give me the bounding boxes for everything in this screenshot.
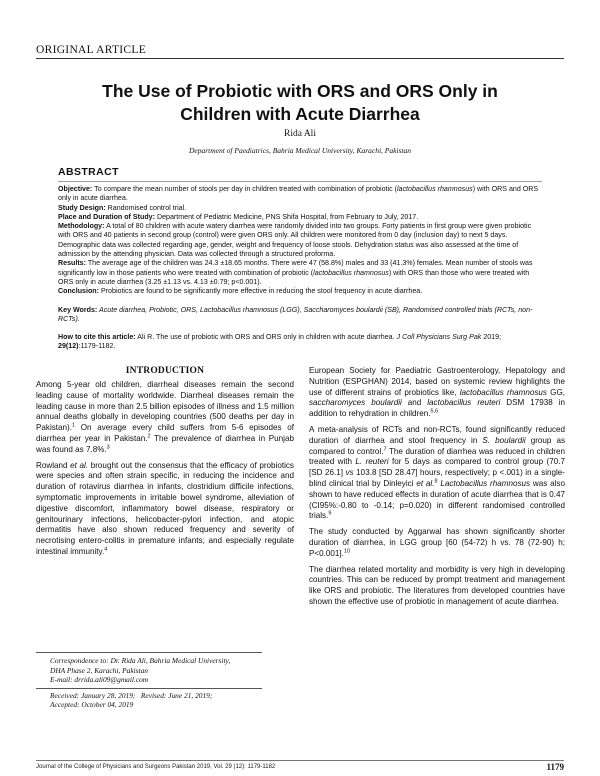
key-words: Key Words: Acute diarrhea, Probiotic, ORS, Lactobacillus rhamnosus (LGG), Saccharomyces boulardii (SB), Randomised controlled trials (RCTs, non-RCTs).: [58, 305, 533, 323]
article-dates: Received: January 28, 2019; Revised: June 21, 2019; Accepted: October 04, 2019: [50, 690, 213, 710]
correspondence-box: [36, 652, 262, 710]
article-title: [36, 80, 564, 126]
header-rule: [36, 58, 564, 59]
abstract-study-design: Study Design: Randomised control trial.: [58, 203, 187, 212]
correspondence-rule-top: [36, 652, 262, 653]
abstract-conclusion: Conclusion: Probiotics are found to be significantly more effective in reducing the stool frequency in acute diarrhea.: [58, 287, 423, 296]
intro-paragraph-3: European Society for Paediatric Gastroenterology, Hepatology and Nutrition (ESPGHAN) 2014, based on systemic review highlights the use of different strains of probiotics like, lactobacillus rhamnosus GG, saccharomyces boulardii and lactobacillus reuteri DSM 17938 in addition to rehydration in children.$^{5,6}$: [309, 366, 565, 419]
intro-paragraph-2: Rowland et al. brought out the consensus that the efficacy of probiotics were species and often strain specific, in reducing the incidence and duration of rotavirus diarrhea in infants, clostridium difficile infections, symptomatic improvements in irritable bowel syndrome, alleviation of digestive discomfort, inflammatory bowel disease, respiratory or genitourinary infections, helicobacter-pylori infection, and atopic dermatitis have also shown reduced frequency and severity of necrotising entero-colitis in premature infants; and especially regulate intestinal immunity.$^4$: [36, 460, 294, 556]
introduction-heading: INTRODUCTION: [125, 366, 205, 376]
intro-paragraph-4: A meta-analysis of RCTs and non-RCTs, found significantly reduced duration of diarrhea and stool frequency in S. boulardii group as compared to control.$^7$ The duration of diarrhea was reduced in children treated with L. reuteri for 5 days as compared to control group (70.7 [SD 26.1] vs 103.8 [SD 28.47] hours, respectively; p <.001) in a single-blind clinical trial by Dinleyici et al.$^8$ Lactobacillus rhamnosus was also shown to have reduced effects in duration of acute diarrhea that is 0.47 (CI95%:-0.80 to -0.14; p=0.020) in different randomised controlled trials.$^9$: [309, 424, 566, 521]
author-list: Rida Ali: [284, 129, 316, 139]
abstract-results: Results: The average age of the children was 24.3 ±18.65 months. There were 47 (58.8%) males and 33 (41.3%) females. Mean number of stools was significantly low in those patients who were treated with combination of probiotic (lactobacillus rhamnosus) with ORS than those who were treated with ORS only in acute diarrhea (3.25 ±1.13 vs. 4.13 ±0.79; p<0.001).: [58, 259, 533, 286]
page-number: 1179: [546, 762, 564, 772]
abstract-section: [58, 166, 542, 352]
right-column: [309, 366, 565, 613]
author-affiliation: Department of Paediatrics, Bahria Medical University, Karachi, Pakistan: [188, 146, 412, 155]
correspondence-text: Correspondence to: Dr. Rida Ali, Bahria Medical University, DHA Phase 2, Karachi, Pakistan E-mail: drrida.ali09@gmail.com: [50, 656, 231, 685]
title-line-2: Children with Acute Diarrhea: [180, 104, 420, 124]
abstract-heading: ABSTRACT: [58, 166, 119, 178]
intro-paragraph-5: The study conducted by Aggarwal has shown significantly shorter duration of diarrhea, in LGG group [60 (54-72) h vs. 78 (72-90) h; P<0.001].$^{10}$: [309, 527, 565, 558]
intro-paragraph-6: The diarrhea related mortality and morbidity is very high in developing countries. This can be reduced by prompt treatment and management like ORS and probiotic. The literatures from developed countries have shown the effective use of probiotic in management of acute diarrhea.: [309, 564, 565, 606]
abstract-place-duration: Place and Duration of Study: Department of Pediatric Medicine, PNS Shifa Hospital, from February to July, 2017.: [58, 212, 419, 221]
abstract-objective: Objective: To compare the mean number of stools per day in children treated with combination of probiotic (lactobacillus rhamnosus) with ORS and ORS only in acute diarrhea.: [58, 185, 539, 203]
article-type-label: ORIGINAL ARTICLE: [36, 44, 147, 56]
abstract-rule: [58, 181, 542, 182]
how-to-cite: How to cite this article: Ali R. The use of probiotic with ORS and ORS only in children with acute diarrhea. J Coll Physicians Surg Pak 2019; 29(12):1179-1182.: [58, 333, 502, 351]
left-column: [36, 366, 294, 563]
correspondence-rule-mid: [36, 688, 262, 689]
footer-rule: [36, 760, 564, 761]
title-line-1: The Use of Probiotic with ORS and ORS Only in: [102, 81, 498, 101]
footer-journal-citation: Journal of the College of Physicians and Surgeons Pakistan 2019, Vol. 29 (12): 1179-1182: [36, 764, 276, 770]
abstract-methodology: Methodology: A total of 80 children with acute watery diarrhea were randomly divided into two groups. Forty patients in first group were given probiotic with ORS and 40 patients in second group (control) were given ORS only. All children were monitored from 0 day (inclusion day) to next 5 days. Demographic data was collected regarding age, gender, weight and frequency of loose stools. Dehydration status was also assessed at the time of admission by the attending physician. Data was collected through a structured proforma.: [58, 222, 532, 259]
intro-paragraph-1: Among 5-year old children, diarrheal diseases remain the second leading cause of mortality worldwide. Diarrheal diseases remain the leading cause in more than 2.5 billion episodes of illness and 1.5 million annual deaths globally in developing countries (500 deaths per day in Pakistan).$^1$ On average every child suffers from 5-6 episodes of diarrhea per year in Pakistan.$^2$ The prevalence of diarrhea in Punjab was found as 7.8%.$^3$: [36, 380, 294, 454]
